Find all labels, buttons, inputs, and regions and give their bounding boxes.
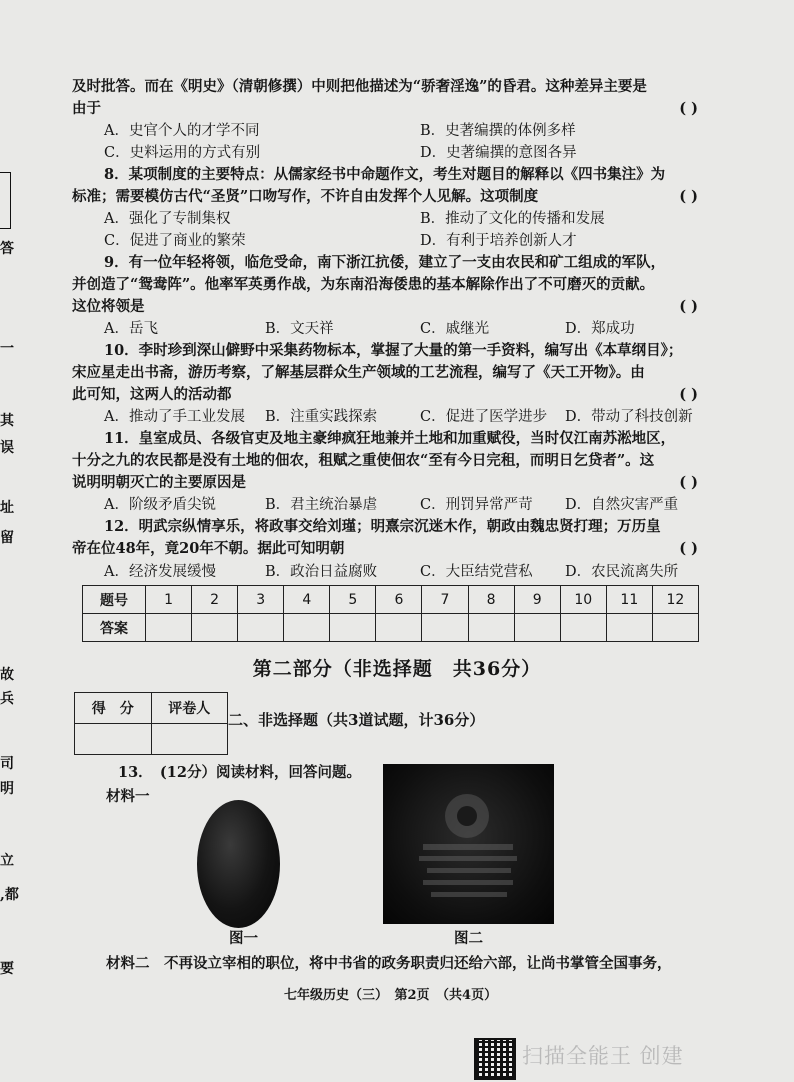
q9-answer-paren[interactable]: ( )	[679, 298, 698, 315]
q12-option-b[interactable]: B．政治日益腐败	[265, 564, 378, 580]
q9-option-d[interactable]: D．郑成功	[565, 321, 635, 337]
margin-char: 误	[0, 440, 14, 456]
q11-option-a[interactable]: A．阶级矛盾尖锐	[104, 497, 216, 513]
q10-stem-line3: 此可知，这两人的活动都	[72, 386, 232, 403]
q9-option-b[interactable]: B．文天祥	[265, 321, 334, 337]
q12-stem-line1: 12．明武宗纵情享乐，将政事交给刘瑾；明熹宗沉迷木作，朝政由魏忠贤打理；万历皇	[104, 518, 661, 535]
answer-cell[interactable]	[146, 614, 192, 642]
q11-stem-line1: 11．皇室成员、各级官吏及地主豪绅疯狂地兼并土地和加重赋役，当时仅江南苏淞地区，	[104, 430, 676, 447]
answer-cell[interactable]	[376, 614, 422, 642]
answer-grid-answer-label: 答案	[83, 614, 146, 642]
figure2-image	[383, 764, 554, 924]
answer-cell[interactable]	[560, 614, 606, 642]
margin-char: 留	[0, 530, 14, 546]
score-box	[74, 692, 228, 755]
margin-char: 兵	[0, 691, 14, 707]
q12-option-c[interactable]: C．大臣结党营私	[420, 564, 533, 580]
answer-grid-number: 7	[422, 586, 468, 614]
q12-option-a[interactable]: A．经济发展缓慢	[104, 564, 216, 580]
q9-option-c[interactable]: C．戚继光	[420, 321, 490, 337]
answer-cell[interactable]	[284, 614, 330, 642]
margin-box	[0, 172, 11, 229]
q7-option-d[interactable]: D．史著编撰的意图各异	[420, 145, 577, 161]
margin-char: 司	[0, 756, 14, 772]
answer-grid-number: 3	[238, 586, 284, 614]
q8-option-a[interactable]: A．强化了专制集权	[104, 211, 231, 227]
q10-option-c[interactable]: C．促进了医学进步	[420, 409, 548, 425]
q11-option-d[interactable]: D．自然灾害严重	[565, 497, 679, 513]
q12-answer-paren[interactable]: ( )	[679, 540, 698, 557]
q11-answer-paren[interactable]: ( )	[679, 474, 698, 491]
margin-char: 要	[0, 961, 14, 977]
margin-char: 其	[0, 413, 14, 429]
answer-grid-number: 5	[330, 586, 376, 614]
answer-grid-number: 12	[652, 586, 698, 614]
material1-label: 材料一	[106, 788, 150, 805]
q8-option-b[interactable]: B．推动了文化的传播和发展	[420, 211, 605, 227]
margin-char: ,都	[0, 887, 19, 903]
answer-cell[interactable]	[330, 614, 376, 642]
q8-answer-paren[interactable]: ( )	[679, 188, 698, 205]
margin-char: 答	[0, 241, 14, 257]
answer-cell[interactable]	[468, 614, 514, 642]
answer-grid-number: 8	[468, 586, 514, 614]
q7-answer-paren[interactable]: ( )	[679, 100, 698, 117]
answer-grid-number: 11	[606, 586, 652, 614]
q9-stem-line2: 并创造了“鸳鸯阵”。他率军英勇作战，为东南沿海倭患的基本解除作出了不可磨灭的贡献。	[72, 276, 655, 293]
score-label: 得 分	[75, 693, 152, 724]
answer-grid-number-label: 题号	[83, 586, 146, 614]
q11-stem-line2: 十分之九的农民都是没有土地的佃农，租赋之重使佃农“至有今日完租，而明日乞贷者”。这	[72, 452, 655, 469]
margin-char: 立	[0, 853, 14, 869]
q7-option-b[interactable]: B．史著编撰的体例多样	[420, 123, 576, 139]
answer-grid-number: 2	[192, 586, 238, 614]
grader-label: 评卷人	[151, 693, 228, 724]
answer-cell[interactable]	[652, 614, 698, 642]
margin-char: 故	[0, 667, 14, 683]
answer-grid-number: 6	[376, 586, 422, 614]
q10-answer-paren[interactable]: ( )	[679, 386, 698, 403]
q11-option-b[interactable]: B．君主统治暴虐	[265, 497, 378, 513]
q8-stem-line1: 8．某项制度的主要特点：从儒家经书中命题作文，考生对题目的解释以《四书集注》为	[104, 166, 666, 183]
q10-option-a[interactable]: A．推动了手工业发展	[104, 409, 245, 425]
q10-option-b[interactable]: B．注重实践探索	[265, 409, 378, 425]
figure2-stele-relief	[383, 764, 554, 924]
q7-stem-line1: 及时批答。而在《明史》（清朝修撰）中则把他描述为“骄奢淫逸”的昏君。这种差异主要是	[72, 78, 647, 95]
q8-option-d[interactable]: D．有利于培养创新人才	[420, 233, 577, 249]
figure1-caption: 图一	[229, 930, 258, 947]
answer-cell[interactable]	[606, 614, 652, 642]
q10-stem-line2: 宋应星走出书斋，游历考察，了解基层群众生产领域的工艺流程，编写了《天工开物》。由	[72, 364, 645, 381]
q8-stem-line2: 标准；需要模仿古代“圣贤”口吻写作，不许自由发挥个人见解。这项制度	[72, 188, 539, 205]
answer-cell[interactable]	[192, 614, 238, 642]
q8-option-c[interactable]: C．促进了商业的繁荣	[104, 233, 246, 249]
answer-grid-number-row	[83, 586, 699, 614]
q7-stem-line2: 由于	[72, 100, 101, 117]
answer-cell[interactable]	[514, 614, 560, 642]
q11-stem-line3: 说明明朝灭亡的主要原因是	[72, 474, 246, 491]
q12-option-d[interactable]: D．农民流离失所	[565, 564, 679, 580]
q10-stem-line1: 10．李时珍到深山僻野中采集药物标本，掌握了大量的第一手资料，编写出《本草纲目》；	[104, 342, 683, 359]
answer-grid-number: 1	[146, 586, 192, 614]
page-footer: 七年级历史（三） 第2页 （共4页）	[284, 988, 498, 1003]
q11-option-c[interactable]: C．刑罚异常严苛	[420, 497, 533, 513]
figure1-image	[197, 800, 280, 928]
scanner-watermark: 扫描全能王 创建	[522, 1044, 684, 1068]
answer-grid-number: 9	[514, 586, 560, 614]
q7-option-c[interactable]: C．史料运用的方式有别	[104, 145, 261, 161]
answer-grid-answer-row	[83, 614, 699, 642]
q12-stem-line2: 帝在位48年，竟20年不朝。据此可知明朝	[72, 540, 345, 557]
q9-option-a[interactable]: A．岳飞	[104, 321, 158, 337]
q13-stem: 13． (12分）阅读材料，回答问题。	[118, 764, 361, 781]
margin-char: 址	[0, 500, 14, 516]
q10-option-d[interactable]: D．带动了科技创新	[565, 409, 693, 425]
answer-grid	[82, 585, 699, 642]
answer-cell[interactable]	[422, 614, 468, 642]
score-cell[interactable]	[75, 724, 152, 755]
grader-cell[interactable]	[151, 724, 228, 755]
margin-char: 一	[0, 341, 14, 357]
answer-grid-number: 4	[284, 586, 330, 614]
figure2-caption: 图二	[454, 930, 483, 947]
margin-char: 明	[0, 781, 14, 797]
answer-cell[interactable]	[238, 614, 284, 642]
q9-stem-line3: 这位将领是	[72, 298, 145, 315]
q7-option-a[interactable]: A．史官个人的才学不同	[104, 123, 260, 139]
section2-heading: 二、非选择题（共3道试题，计36分）	[228, 711, 485, 729]
qr-code-icon	[474, 1038, 516, 1080]
part2-title: 第二部分（非选择题 共36分）	[252, 658, 542, 680]
answer-grid-number: 10	[560, 586, 606, 614]
material2-text: 材料二 不再设立宰相的职位，将中书省的政务职责归还给六部，让尚书掌管全国事务，	[106, 955, 672, 972]
q9-stem-line1: 9．有一位年轻将领，临危受命，南下浙江抗倭，建立了一支由农民和矿工组成的军队，	[104, 254, 666, 271]
